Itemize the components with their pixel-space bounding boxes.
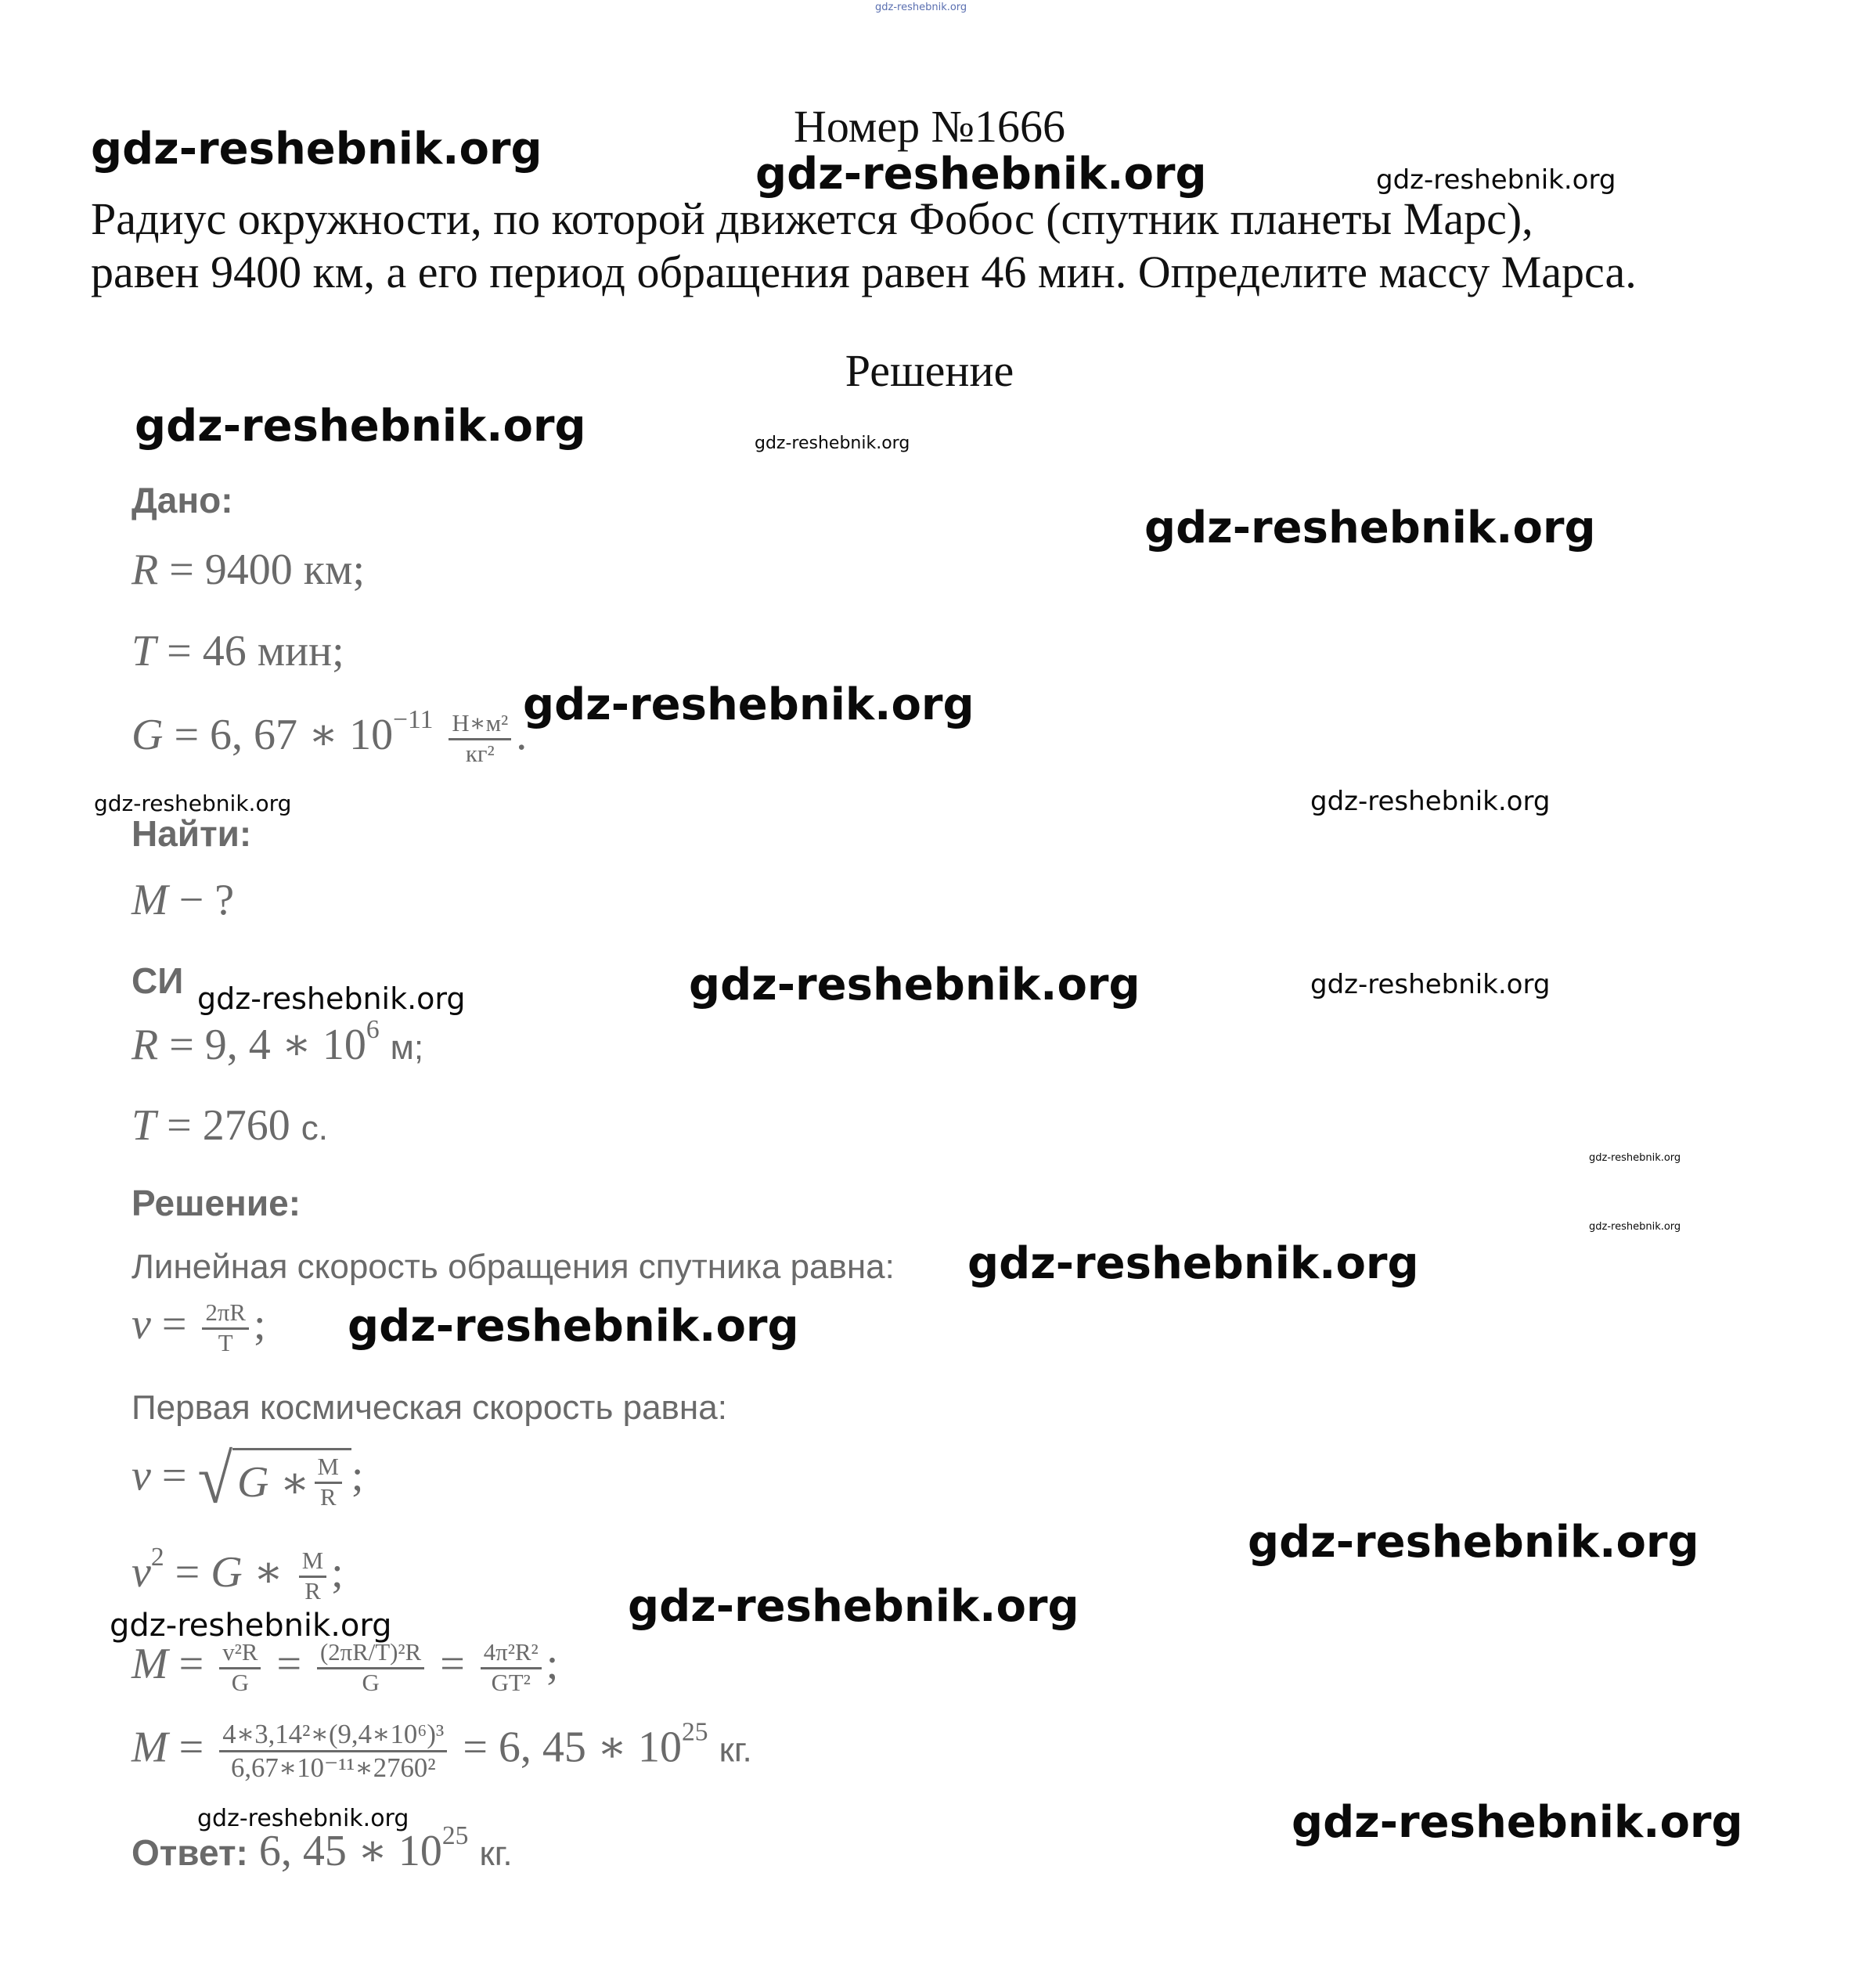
v-linear-num: 2πR	[202, 1299, 249, 1329]
M-f3-num: 4π²R²	[481, 1639, 542, 1669]
si-T-unit: с.	[301, 1109, 328, 1147]
watermark: gdz-reshebnik.org	[1248, 1517, 1699, 1568]
watermark: gdz-reshebnik.org	[1589, 1152, 1681, 1164]
calc-result: = 6, 45 ∗ 10	[463, 1723, 682, 1772]
given-G-exponent: −11	[393, 705, 434, 735]
watermark: gdz-reshebnik.org	[628, 1581, 1079, 1632]
sqrt-den: R	[319, 1483, 337, 1511]
calc-num: 4∗3,14²∗(9,4∗10⁶)³	[219, 1719, 447, 1752]
watermark: gdz-reshebnik.org	[135, 401, 586, 452]
watermark: gdz-reshebnik.org	[523, 679, 975, 730]
answer-unit: кг.	[479, 1835, 513, 1873]
M-f2-den: G	[362, 1669, 380, 1696]
v2-den: R	[304, 1577, 321, 1604]
si-T-value: = 2760	[167, 1101, 290, 1150]
M-fraction-3	[481, 1639, 542, 1697]
watermark: gdz-reshebnik.org	[689, 960, 1140, 1010]
given-T-value: = 46 мин;	[167, 627, 344, 675]
solution-label: Решение:	[131, 1183, 301, 1223]
si-T: T = 2760 с.	[131, 1101, 328, 1150]
watermark: gdz-reshebnik.org	[1144, 502, 1596, 553]
given-R-value: = 9400 км;	[169, 546, 366, 594]
formula-M: M = $\frac{\text{v²R}}{G}$ = $\frac{\text{(2πR/T)²R}}{G}$ = $\frac{\text{4π²R²}}{\text{GT²}}$ ;	[131, 1639, 559, 1696]
problem-title: Номер №1666	[793, 101, 1066, 152]
watermark: gdz-reshebnik.org	[197, 981, 466, 1016]
watermark: gdz-reshebnik.org	[755, 149, 1207, 200]
calc-den: 6,67∗10⁻¹¹∗2760²	[230, 1752, 436, 1783]
watermark: gdz-reshebnik.org	[967, 1238, 1419, 1289]
find-label: Найти:	[131, 813, 252, 854]
sqrt-expression: √ G ∗ $\frac{M}{R}$	[197, 1448, 351, 1511]
si-R-exponent: 6	[366, 1015, 380, 1045]
M-f2-num: (2πR/T)²R	[317, 1639, 424, 1669]
watermark: gdz-reshebnik.org	[1310, 969, 1551, 1000]
formula-v-sqrt: v = √ G ∗ $\frac{M}{R}$ ;	[131, 1440, 364, 1518]
calc-exponent: 25	[681, 1717, 708, 1747]
watermark: gdz-reshebnik.org	[1310, 786, 1551, 817]
formula-M-calculation: M = $\frac{\text{4∗3,14²∗(9,4∗10⁶)³}}{\text{6,67∗10⁻¹¹∗2760²}}$ = 6, 45 ∗ $10^{25}$ кг.	[131, 1717, 752, 1783]
problem-text-line-2: равен 9400 км, а его период обращения равен 46 мин. Определите массу Марса.	[91, 247, 1637, 297]
given-label: Дано:	[131, 480, 233, 520]
problem-text-line-1: Радиус окружности, по которой движется Фобос (спутник планеты Марс),	[91, 193, 1533, 244]
answer-value: 6, 45 ∗ 10	[258, 1827, 442, 1875]
si-label: СИ	[131, 960, 184, 1001]
M-fraction-2	[317, 1639, 424, 1697]
M-f3-den: GT²	[491, 1669, 531, 1696]
v-linear-den: T	[218, 1329, 233, 1356]
watermark: gdz-reshebnik.org	[94, 791, 292, 816]
watermark: gdz-reshebnik.org	[1292, 1797, 1743, 1848]
M-f1-num: v²R	[219, 1639, 261, 1669]
answer	[131, 1821, 513, 1876]
solution-heading: Решение	[845, 345, 1014, 396]
watermark: gdz-reshebnik.org	[755, 434, 910, 453]
watermark: gdz-reshebnik.org	[197, 1805, 409, 1832]
sqrt-num: M	[315, 1453, 342, 1483]
given-G-coef: = 6, 67 ∗ 10	[174, 711, 394, 759]
find-M: M − ?	[131, 876, 235, 924]
given-G: G = 6, 67 ∗ $10^{-11}$ $\frac{\text{Н∗м²}}{\text{кг²}}$ .	[131, 705, 528, 767]
v2-fraction	[299, 1547, 326, 1605]
watermark: gdz-reshebnik.org	[1376, 164, 1616, 196]
watermark: gdz-reshebnik.org	[110, 1608, 392, 1644]
si-R-unit: м;	[390, 1028, 424, 1067]
sqrt-fraction	[315, 1453, 342, 1511]
watermark: gdz-reshebnik.org	[91, 124, 542, 175]
v-linear-fraction	[202, 1299, 249, 1357]
given-R: R = 9400 км;	[131, 546, 366, 594]
M-fraction-1	[219, 1639, 261, 1697]
calc-unit: кг.	[719, 1730, 752, 1770]
given-G-unit-den: кг²	[465, 740, 495, 767]
formula-v-linear: v = $\frac{2\pi R}{T}$ ;	[131, 1299, 266, 1356]
watermark: gdz-reshebnik.org	[875, 2, 967, 13]
find-M-value: − ?	[178, 876, 235, 924]
formula-v-squared: $v^2 = G$ ∗ $\frac{М}{R}$ ;	[131, 1543, 344, 1604]
given-G-unit-num: Н∗м²	[449, 710, 511, 740]
linear-speed-text: Линейная скорость обращения спутника равна:	[131, 1248, 895, 1286]
calc-fraction	[219, 1719, 447, 1784]
watermark: gdz-reshebnik.org	[1589, 1221, 1681, 1233]
v2-num: М	[299, 1547, 326, 1577]
given-T: T = 46 мин;	[131, 627, 344, 675]
si-R: R = 9, 4 ∗ $10^6$ м;	[131, 1015, 424, 1069]
answer-exponent: 25	[441, 1821, 469, 1851]
watermark: gdz-reshebnik.org	[348, 1301, 799, 1352]
given-G-unit	[449, 710, 511, 768]
si-R-value: = 9, 4 ∗ 10	[169, 1021, 366, 1069]
M-f1-den: G	[231, 1669, 249, 1696]
answer-label: Ответ:	[131, 1832, 248, 1873]
first-cosmic-text: Первая космическая скорость равна:	[131, 1388, 727, 1427]
